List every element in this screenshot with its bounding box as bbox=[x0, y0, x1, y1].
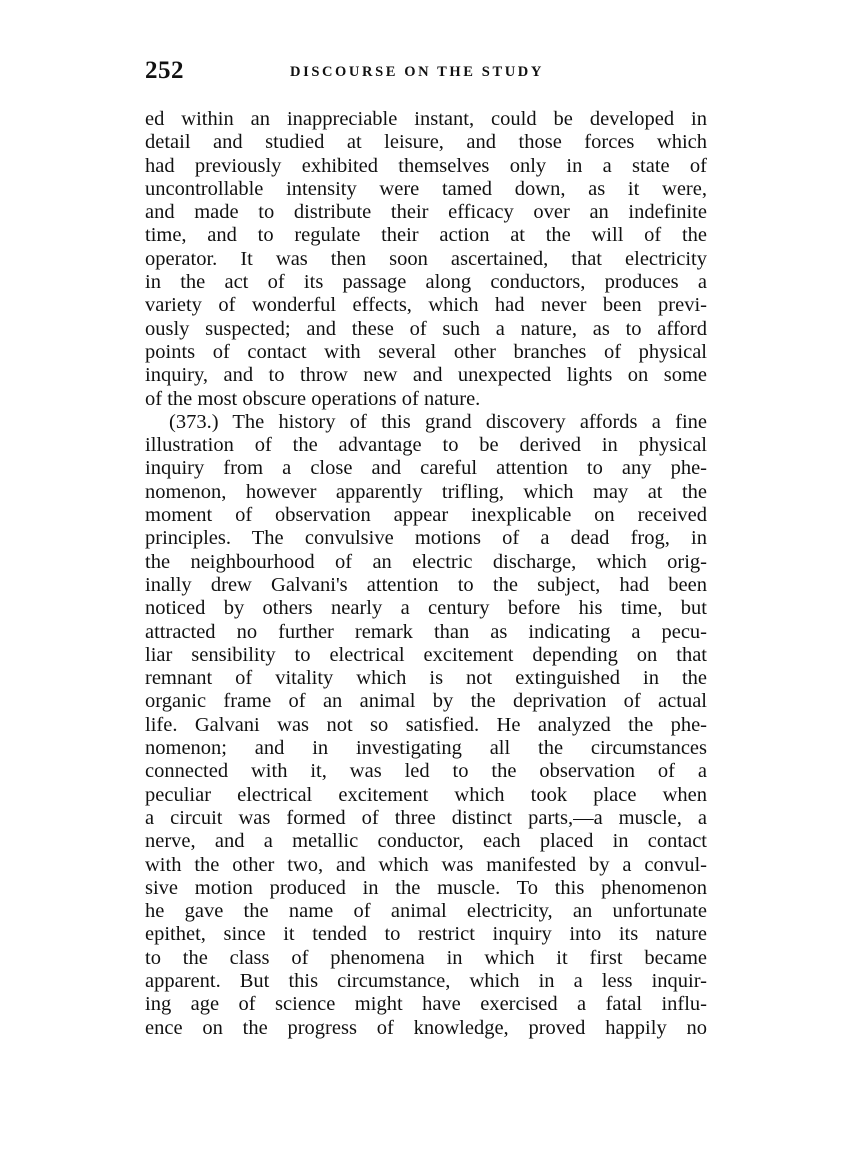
text-line: remnant of vitality which is not extinguished in the bbox=[145, 667, 707, 690]
paragraph-first-line: (373.) The history of this grand discovery affords a fine bbox=[169, 410, 707, 433]
text-line: connected with it, was led to the observation of a bbox=[145, 760, 707, 783]
text-line: inquiry from a close and careful attention to any phe- bbox=[145, 457, 707, 480]
text-line: uncontrollable intensity were tamed down, as it were, bbox=[145, 177, 707, 200]
text-line: of the most obscure operations of nature. bbox=[145, 387, 481, 410]
text-line: he gave the name of animal electricity, an unfortunate bbox=[145, 900, 707, 923]
running-head bbox=[145, 56, 705, 86]
text-line: had previously exhibited themselves only in a state of bbox=[145, 154, 707, 177]
text-line: inquiry, and to throw new and unexpected lights on some bbox=[145, 364, 707, 387]
text-line: the neighbourhood of an electric discharge, which orig- bbox=[145, 550, 707, 573]
text-line: epithet, since it tended to restrict inquiry into its nature bbox=[145, 923, 707, 946]
text-line: in the act of its passage along conductors, produces a bbox=[145, 271, 707, 294]
page-number: 252 bbox=[145, 57, 184, 84]
text-line: noticed by others nearly a century before his time, but bbox=[145, 597, 707, 620]
running-title: DISCOURSE ON THE STUDY bbox=[290, 64, 544, 80]
text-line: principles. The convulsive motions of a dead frog, in bbox=[145, 527, 707, 550]
text-line: points of contact with several other branches of physical bbox=[145, 340, 707, 363]
text-line: nomenon, however apparently trifling, which may at the bbox=[145, 480, 707, 503]
text-line: ing age of science might have exercised a fatal influ- bbox=[145, 993, 707, 1016]
text-line: nerve, and a metallic conductor, each placed in contact bbox=[145, 830, 707, 853]
text-line: ence on the progress of knowledge, proved happily no bbox=[145, 1016, 707, 1039]
text-line: inally drew Galvani's attention to the subject, had been bbox=[145, 573, 707, 596]
text-line: operator. It was then soon ascertained, that electricity bbox=[145, 247, 707, 270]
text-line: attracted no further remark than as indicating a pecu- bbox=[145, 620, 707, 643]
text-line: variety of wonderful effects, which had never been previ- bbox=[145, 294, 707, 317]
text-line: liar sensibility to electrical excitement depending on that bbox=[145, 643, 707, 666]
text-line: detail and studied at leisure, and those forces which bbox=[145, 131, 707, 154]
text-line: to the class of phenomena in which it first became bbox=[145, 946, 707, 969]
text-line: peculiar electrical excitement which took place when bbox=[145, 783, 707, 806]
text-line: with the other two, and which was manifested by a convul- bbox=[145, 853, 707, 876]
text-line: and made to distribute their efficacy over an indefinite bbox=[145, 201, 707, 224]
text-line: time, and to regulate their action at the will of the bbox=[145, 224, 707, 247]
text-line: nomenon; and in investigating all the circumstances bbox=[145, 737, 707, 760]
text-line: sive motion produced in the muscle. To this phenomenon bbox=[145, 876, 707, 899]
text-line: a circuit was formed of three distinct parts,—a muscle, a bbox=[145, 806, 707, 829]
text-line: organic frame of an animal by the deprivation of actual bbox=[145, 690, 707, 713]
body-text bbox=[145, 108, 707, 1040]
text-line: apparent. But this circumstance, which in a less inquir- bbox=[145, 969, 707, 992]
text-line: ed within an inappreciable instant, could be developed in bbox=[145, 108, 707, 130]
text-line: ously suspected; and these of such a nature, as to afford bbox=[145, 317, 707, 340]
text-line: illustration of the advantage to be derived in physical bbox=[145, 434, 707, 457]
text-line: moment of observation appear inexplicable on received bbox=[145, 504, 707, 527]
text-line: life. Galvani was not so satisfied. He analyzed the phe- bbox=[145, 713, 707, 736]
